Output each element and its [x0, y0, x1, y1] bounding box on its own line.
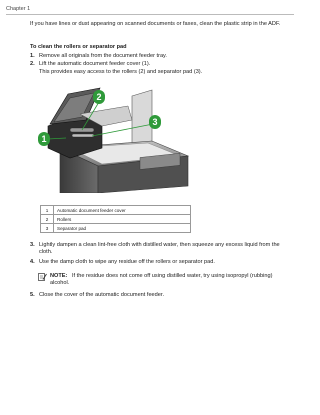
callout-number: 3 — [152, 117, 158, 127]
table-row — [41, 215, 191, 224]
step-text: Lightly dampen a clean lint-free cloth with distilled water, then squeeze any excess liquid from the cloth. — [39, 242, 280, 255]
note-label: NOTE: — [50, 273, 68, 279]
chapter-header: Chapter 1 — [6, 6, 31, 12]
step-number: 2. — [30, 61, 35, 67]
legend-label: Rollers — [54, 215, 191, 224]
adf-illustration — [40, 86, 190, 193]
callout-number: 1 — [41, 134, 47, 144]
step-number: 5. — [30, 292, 35, 298]
step-text: Use the damp cloth to wipe any residue off the rollers or separator pad. — [39, 259, 215, 265]
step-number: 3. — [30, 242, 35, 248]
table-row — [41, 206, 191, 215]
legend-label: Separator pad — [54, 224, 191, 233]
step-subtext: This provides easy access to the rollers (2) and separator pad (3). — [39, 69, 203, 75]
note-text: If the residue does not come off using distilled water, try using isopropyl (rubbing) alcohol. — [50, 273, 273, 286]
callout-2 — [93, 90, 105, 104]
callout-number: 2 — [96, 92, 102, 102]
legend-number: 1 — [41, 206, 54, 215]
step-number: 1. — [30, 53, 35, 59]
header-rule — [6, 14, 294, 15]
legend-number: 2 — [41, 215, 54, 224]
callout-1 — [38, 132, 50, 146]
callout-3 — [149, 115, 161, 129]
step-text: Remove all originals from the document feeder tray. — [39, 53, 167, 59]
step-text: Lift the automatic document feeder cover (1). — [39, 61, 151, 67]
note-icon — [38, 273, 47, 281]
intro-paragraph: If you have lines or dust appearing on scanned documents or faxes, clean the plastic strip in the ADF. — [30, 21, 281, 27]
legend-label: Automatic document feeder cover — [54, 206, 191, 215]
table-row — [41, 224, 191, 233]
callout-legend-table — [40, 205, 191, 233]
legend-number: 3 — [41, 224, 54, 233]
step-number: 4. — [30, 259, 35, 265]
section-title: To clean the rollers or separator pad — [30, 44, 127, 50]
step-text: Close the cover of the automatic document feeder. — [39, 292, 164, 298]
